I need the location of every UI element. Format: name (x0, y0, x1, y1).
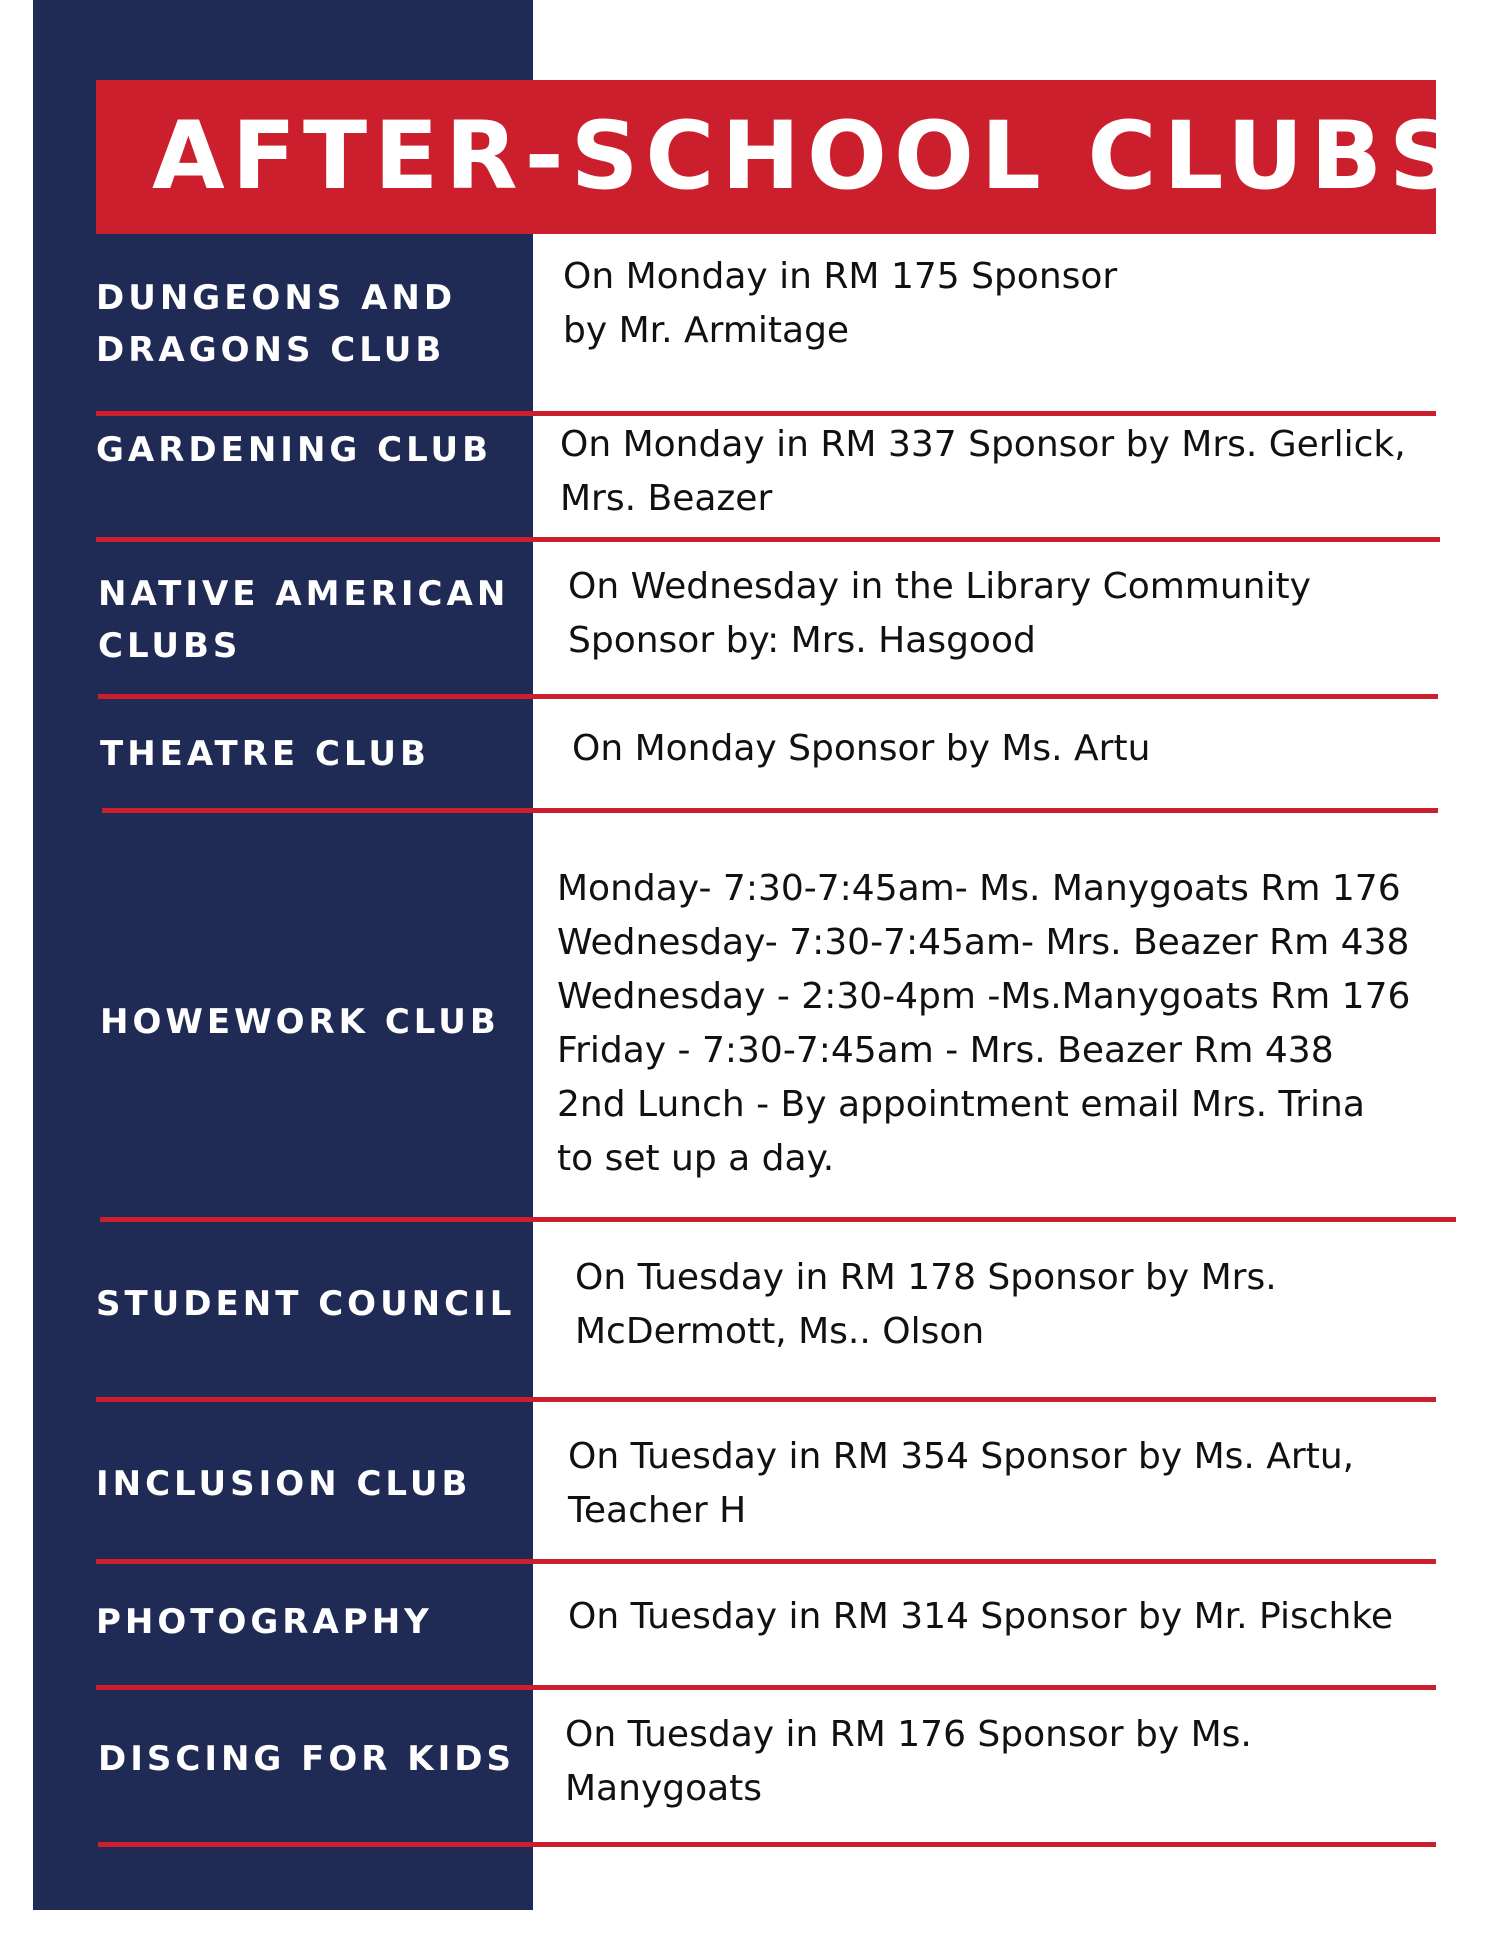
club-details (572, 722, 1150, 776)
club-details-line: On Tuesday in RM 178 Sponsor by Mrs. (575, 1257, 1277, 1298)
club-details-line: Mrs. Beazer (560, 478, 773, 519)
club-name (96, 424, 492, 476)
club-details (560, 418, 1406, 526)
row-divider (96, 1685, 1436, 1690)
club-name-line: NATIVE AMERICAN (98, 574, 510, 614)
club-name (96, 1596, 433, 1648)
club-details-line: On Tuesday in RM 354 Sponsor by Ms. Artu, (568, 1436, 1355, 1477)
row-divider (98, 1842, 1436, 1847)
club-details-line: On Monday Sponsor by Ms. Artu (572, 728, 1151, 769)
club-details-line: Wednesday- 7:30-7:45am- Mrs. Beazer Rm 438 (557, 922, 1410, 963)
club-details-line: 2nd Lunch - By appointment email Mrs. Trina (557, 1084, 1365, 1125)
row-divider (96, 411, 1436, 416)
club-details-line: Teacher H (568, 1490, 747, 1531)
club-name (96, 272, 456, 376)
row-divider (96, 1397, 1436, 1402)
club-name-line: DRAGONS CLUB (96, 330, 446, 370)
row-divider (100, 1217, 1456, 1222)
club-details-line: On Tuesday in RM 176 Sponsor by Ms. (565, 1714, 1252, 1755)
club-details (557, 862, 1410, 1186)
club-name-line: PHOTOGRAPHY (96, 1602, 433, 1642)
club-details-line: On Monday in RM 337 Sponsor by Mrs. Gerlick, (560, 424, 1406, 465)
club-details (565, 1708, 1252, 1816)
club-details-line: by Mr. Armitage (563, 310, 850, 351)
club-name (100, 728, 430, 780)
club-name (96, 1278, 515, 1330)
club-name-line: DISCING FOR KIDS (98, 1739, 516, 1779)
club-name-line: CLUBS (98, 626, 242, 666)
club-name-line: HOWEWORK CLUB (100, 1002, 500, 1042)
club-details (568, 1430, 1354, 1538)
club-name-line: DUNGEONS AND (96, 278, 457, 318)
club-details (568, 560, 1311, 668)
club-name-line: STUDENT COUNCIL (96, 1284, 516, 1324)
club-details-line: Monday- 7:30-7:45am- Ms. Manygoats Rm 176 (557, 868, 1401, 909)
page-title: AFTER-SCHOOL CLUBS (152, 102, 1464, 211)
club-details (575, 1251, 1277, 1359)
club-details-line: Friday - 7:30-7:45am - Mrs. Beazer Rm 438 (557, 1030, 1334, 1071)
club-details-line: On Monday in RM 175 Sponsor (563, 256, 1118, 297)
club-name-line: GARDENING CLUB (96, 430, 493, 470)
club-details-line: Wednesday - 2:30-4pm -Ms.Manygoats Rm 176 (557, 976, 1411, 1017)
club-details-line: Manygoats (565, 1768, 763, 1809)
club-name-line: THEATRE CLUB (100, 734, 430, 774)
club-details-line: On Tuesday in RM 314 Sponsor by Mr. Pischke (568, 1596, 1394, 1637)
club-details (568, 1590, 1393, 1644)
row-divider (96, 537, 1440, 542)
row-divider (102, 808, 1438, 813)
club-name (98, 1733, 515, 1785)
club-details-line: Sponsor by: Mrs. Hasgood (568, 620, 1036, 661)
row-divider (98, 694, 1438, 699)
club-details (563, 250, 1117, 358)
club-details-line: to set up a day. (557, 1138, 835, 1179)
club-name (98, 568, 509, 672)
club-name (96, 1458, 471, 1510)
club-name-line: INCLUSION CLUB (96, 1464, 472, 1504)
title-banner (96, 80, 1464, 234)
club-name (100, 996, 500, 1048)
row-divider (96, 1559, 1436, 1564)
club-details-line: McDermott, Ms.. Olson (575, 1311, 985, 1352)
club-details-line: On Wednesday in the Library Community (568, 566, 1311, 607)
